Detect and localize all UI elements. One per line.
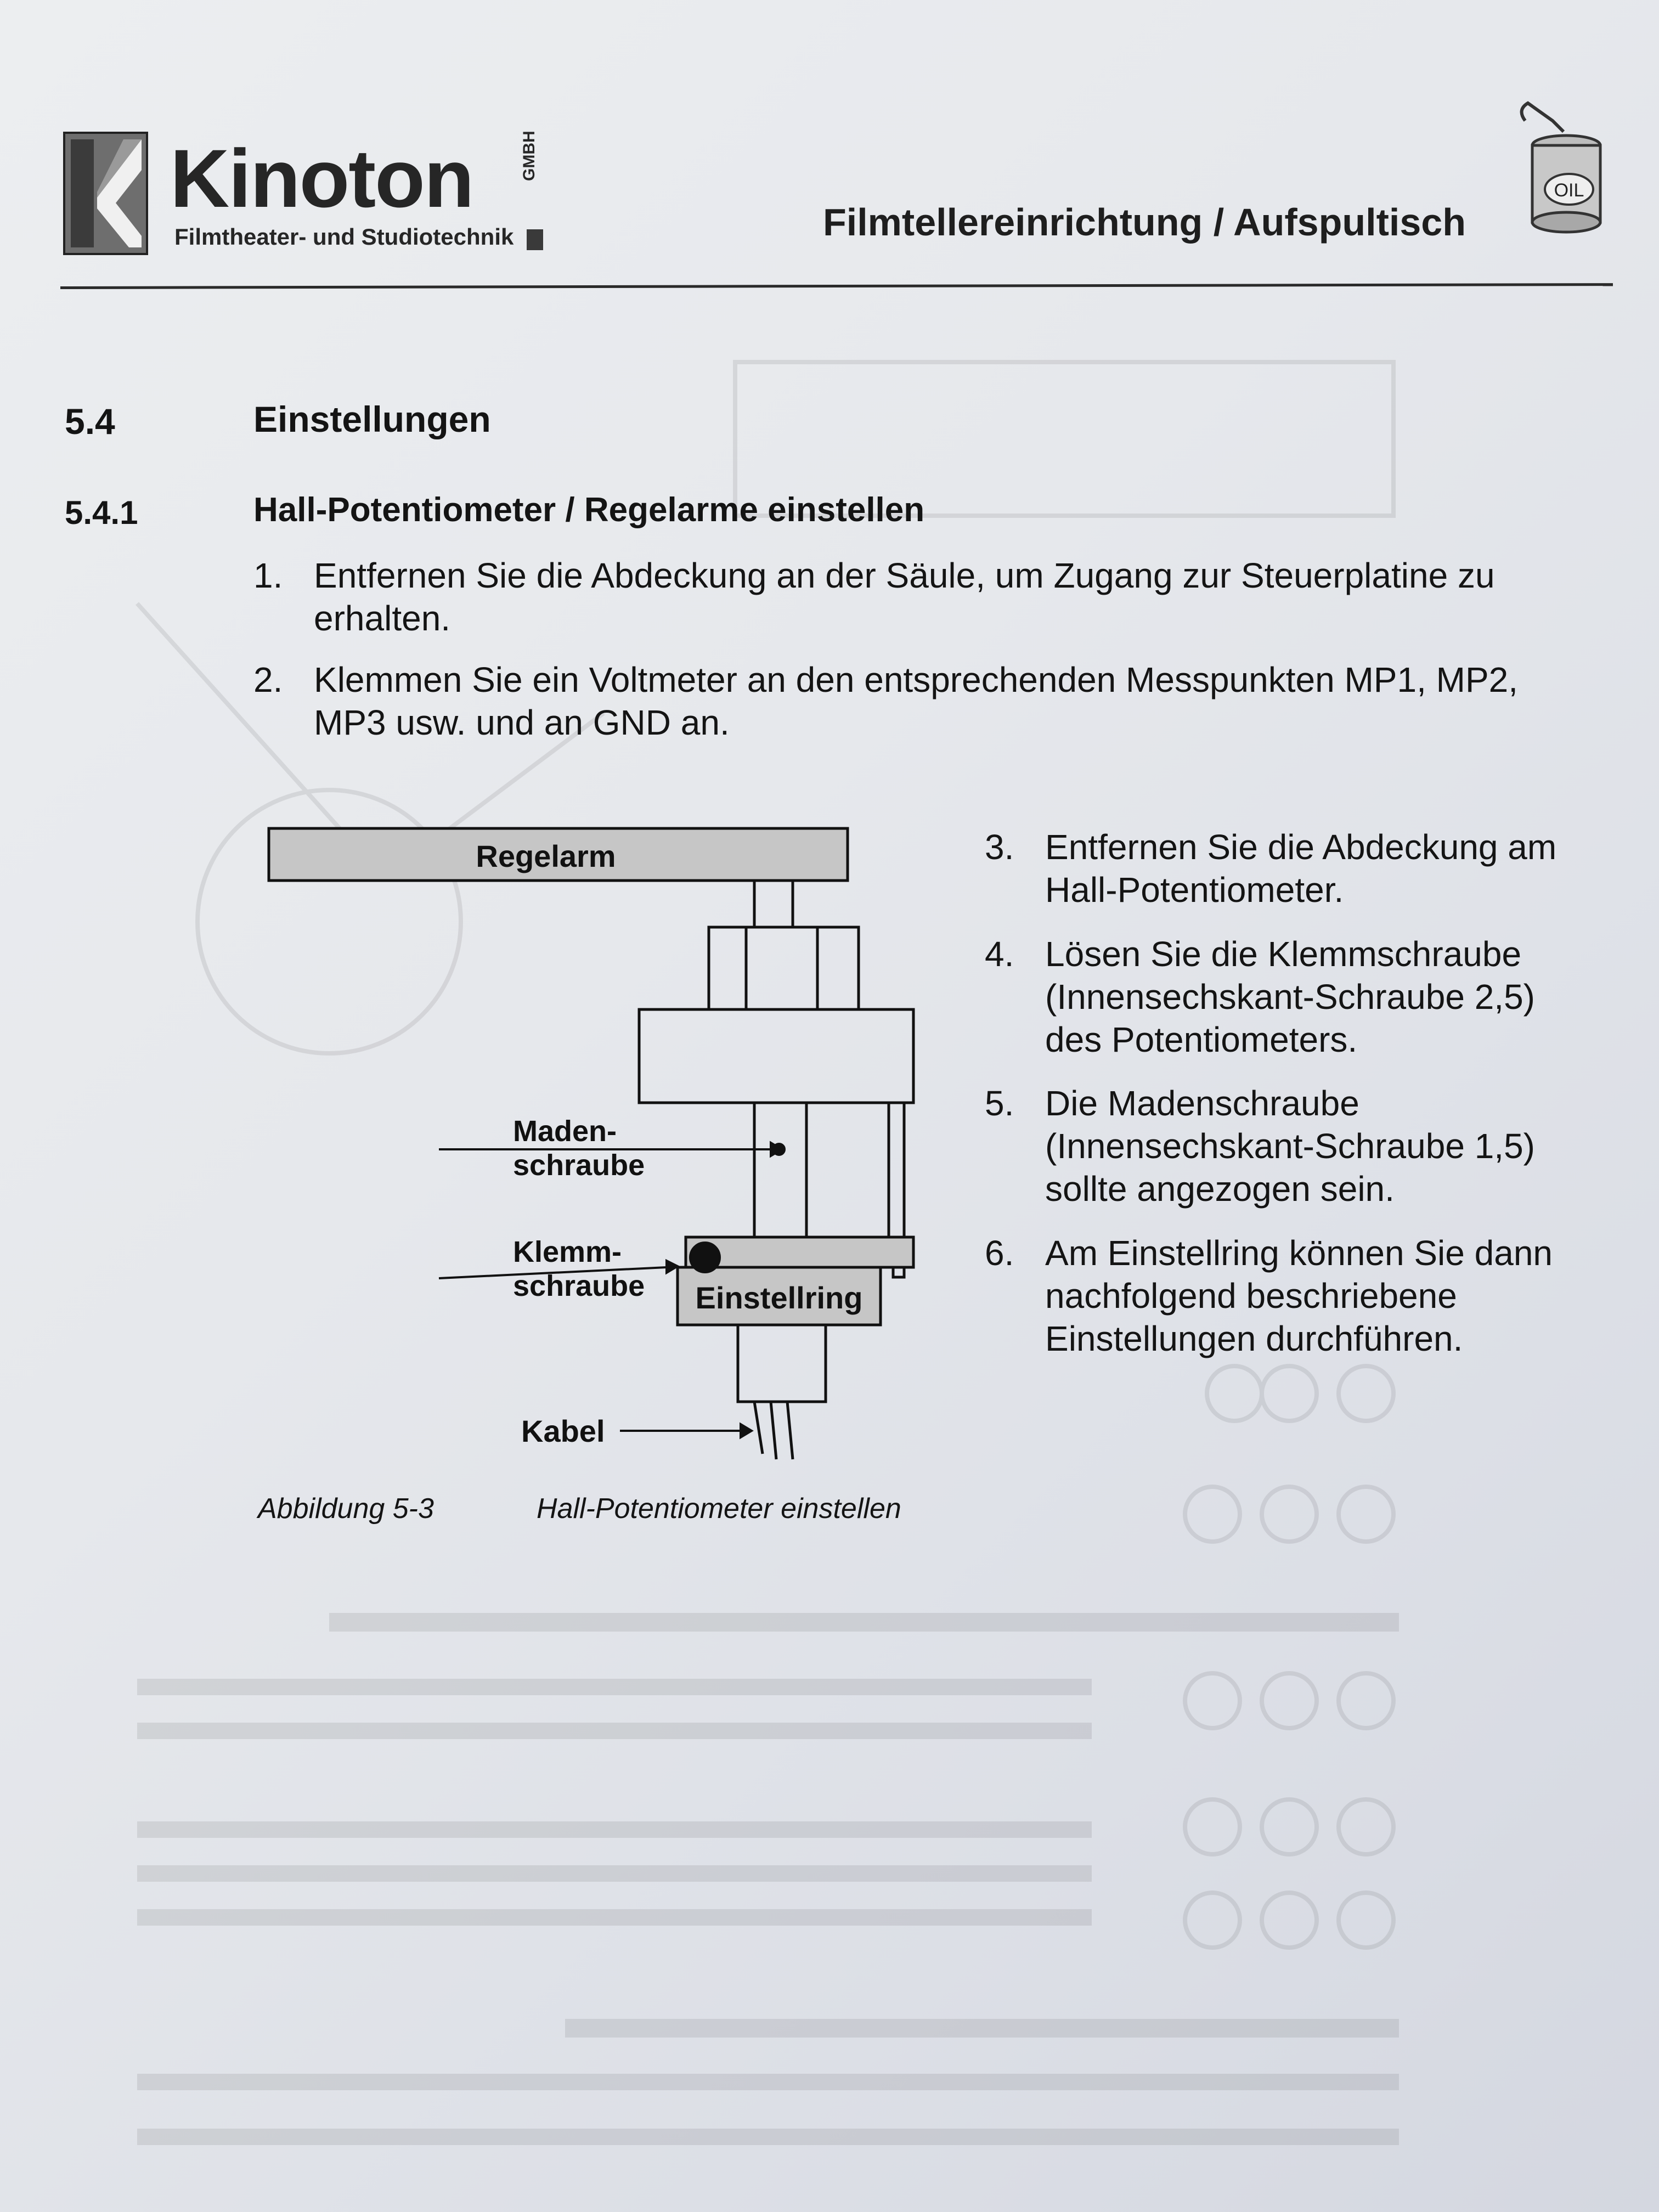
- step-text-line: Hall-Potentiometer.: [1045, 870, 1344, 910]
- document-title: Filmtellereinrichtung / Aufspultisch: [823, 201, 1466, 244]
- lower-stem: [738, 1325, 826, 1402]
- step-number: 1.: [253, 556, 283, 595]
- header-rule: [60, 283, 1613, 289]
- step-text-line: Einstellungen durchführen.: [1045, 1319, 1463, 1358]
- coupling-block: [709, 927, 859, 1009]
- step-text-line: nachfolgend beschriebene: [1045, 1276, 1457, 1316]
- step-text-line: (Innensechskant-Schraube 1,5): [1045, 1126, 1535, 1166]
- oil-can-icon: [1514, 99, 1607, 241]
- small-square: [893, 1267, 904, 1277]
- brand-tagline: Filmtheater- und Studiotechnik: [174, 224, 514, 250]
- klemm-pointer-arrow: [667, 1261, 678, 1273]
- madenschraube-dot: [774, 1144, 785, 1155]
- step-number: 4.: [985, 934, 1014, 974]
- potentiometer-drawing: [258, 812, 944, 1492]
- step-text-line: Lösen Sie die Klemmschraube: [1045, 934, 1522, 974]
- step-text-line: Entfernen Sie die Abdeckung an der Säule, um Zugang zur Steuerplatine zu: [314, 556, 1495, 595]
- klemm-label-2: schraube: [513, 1269, 645, 1302]
- klemmschraube-dot: [690, 1243, 720, 1272]
- cable-line-1: [754, 1402, 763, 1454]
- section-title: Einstellungen: [253, 399, 491, 439]
- kabel-label: Kabel: [521, 1414, 605, 1448]
- klemm-label-1: Klemm-: [513, 1235, 622, 1268]
- regelarm-label: Regelarm: [476, 839, 616, 873]
- thin-post: [889, 1103, 904, 1245]
- step-text-line: Klemmen Sie ein Voltmeter an den entsprechenden Messpunkten MP1, MP2,: [314, 660, 1518, 699]
- maden-label-1: Maden-: [513, 1115, 617, 1148]
- step-number: 6.: [985, 1233, 1014, 1273]
- step-text-line: erhalten.: [314, 599, 451, 638]
- brand-name: Kinoton: [170, 132, 473, 224]
- step-text-line: Entfernen Sie die Abdeckung am: [1045, 827, 1557, 867]
- maden-label-2: schraube: [513, 1149, 645, 1182]
- oil-can-label: OIL: [1554, 180, 1584, 201]
- step-number: 5.: [985, 1084, 1014, 1123]
- brand-suffix: GMBH: [520, 131, 538, 181]
- step-text-line: des Potentiometers.: [1045, 1020, 1358, 1059]
- step-text-line: MP3 usw. und an GND an.: [314, 703, 730, 742]
- step-text-line: Die Madenschraube: [1045, 1084, 1359, 1123]
- subsection-number: 5.4.1: [65, 494, 138, 531]
- step-1: [253, 554, 1625, 647]
- step-text-line: (Innensechskant-Schraube 2,5): [1045, 977, 1535, 1017]
- cable-line-3: [787, 1402, 793, 1459]
- shaft-column-body: [754, 1103, 806, 1237]
- step-5: [985, 1082, 1643, 1214]
- potentiometer-housing: [639, 1009, 913, 1103]
- kinoton-logo-icon: [63, 132, 148, 255]
- kabel-pointer-arrow: [741, 1424, 752, 1437]
- step-6: [985, 1232, 1643, 1363]
- step-number: 2.: [253, 660, 283, 699]
- einstellring-label: Einstellring: [695, 1280, 863, 1315]
- figure-caption-text: Hall-Potentiometer einstellen: [537, 1493, 901, 1525]
- step-4: [985, 933, 1643, 1064]
- step-text-line: sollte angezogen sein.: [1045, 1169, 1395, 1209]
- cable-line-2: [771, 1402, 776, 1459]
- figure-caption-number: Abbildung 5-3: [258, 1493, 434, 1525]
- section-number: 5.4: [65, 401, 115, 442]
- subsection-title: Hall-Potentiometer / Regelarme einstellen: [253, 491, 925, 529]
- step-number: 3.: [985, 827, 1014, 867]
- step-3: [985, 826, 1643, 913]
- arm-neck-body: [754, 881, 793, 927]
- step-text-line: Am Einstellring können Sie dann: [1045, 1233, 1553, 1273]
- step-2: [253, 658, 1625, 752]
- brand-suffix-block: [527, 229, 543, 250]
